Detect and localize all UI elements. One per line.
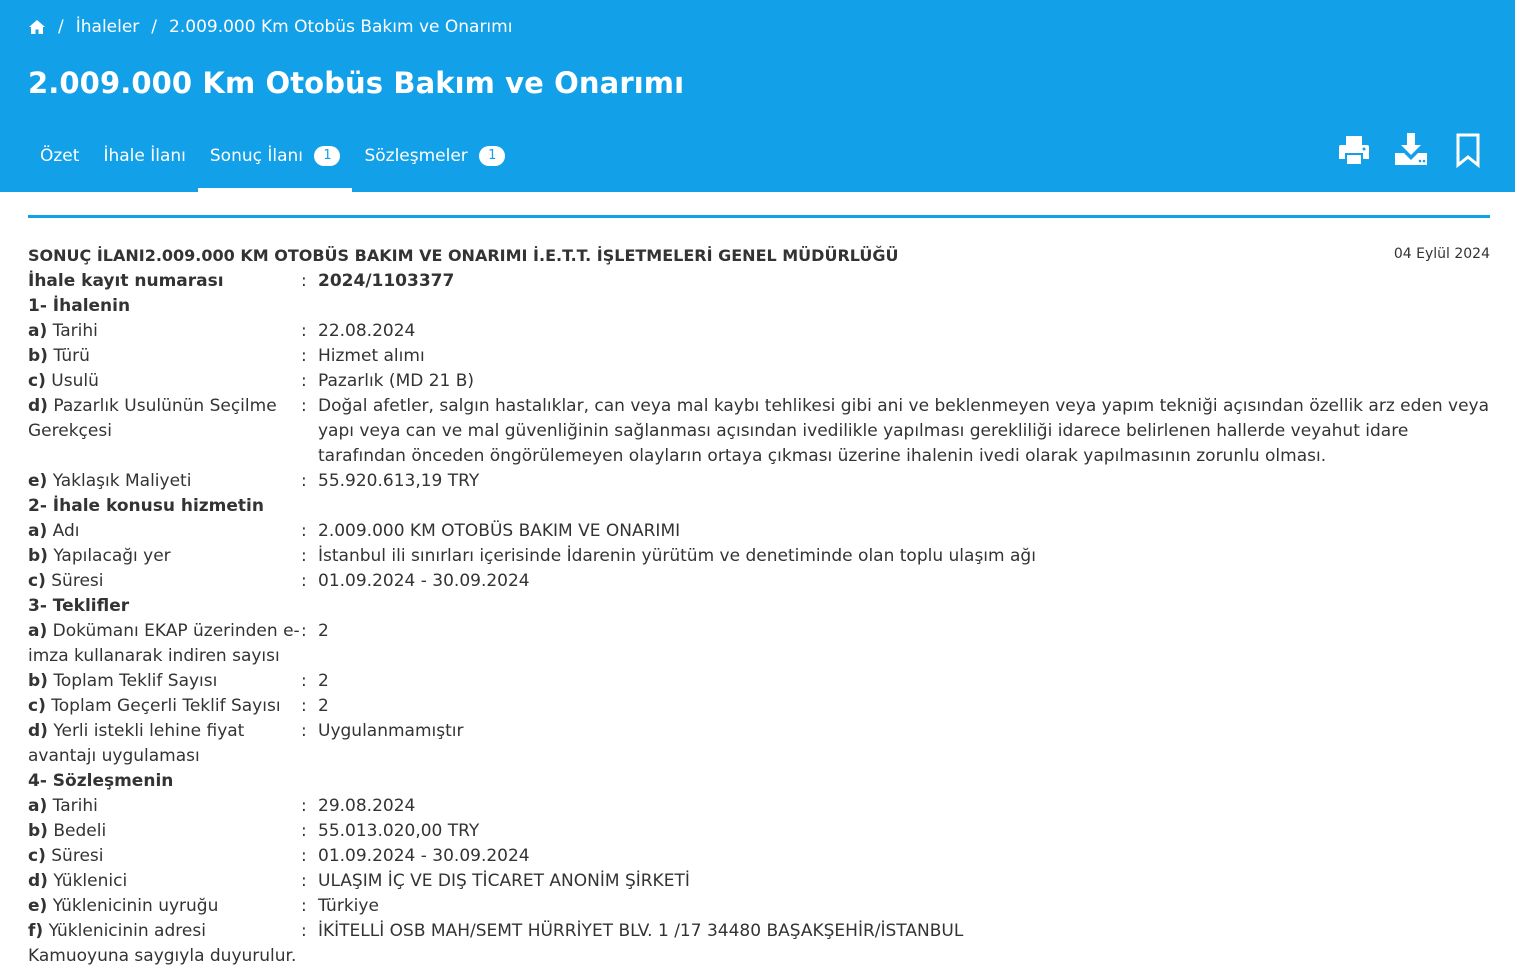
announcement-document: [28, 244, 1490, 969]
field-colon: :: [301, 271, 307, 291]
field-colon: :: [301, 896, 307, 916]
field-row: [28, 369, 1490, 394]
field-row: [28, 319, 1490, 344]
field-colon: :: [301, 471, 307, 491]
field-value: İstanbul ili sınırları içerisinde İdarenin yürütüm ve denetiminde olan toplu ulaşım ağı: [318, 546, 1036, 566]
field-row: [28, 619, 1490, 669]
field-colon: :: [301, 921, 307, 941]
registry-number: 2024/1103377: [318, 271, 455, 291]
field-value: 2.009.000 KM OTOBÜS BAKIM VE ONARIMI: [318, 521, 681, 541]
field-key: b): [28, 671, 48, 691]
field-key: c): [28, 371, 46, 391]
field-label: [28, 894, 301, 919]
field-colon: :: [301, 321, 307, 341]
tab-sonuc-ilani[interactable]: [198, 134, 353, 192]
field-value: 55.920.613,19 TRY: [318, 471, 480, 491]
field-value: 22.08.2024: [318, 321, 416, 341]
field-colon: :: [301, 671, 307, 691]
bookmark-icon: [1450, 132, 1486, 168]
breadcrumb-separator: /: [58, 17, 64, 37]
field-key: e): [28, 471, 48, 491]
field-label: [28, 869, 301, 894]
field-label: İhale kayıt numarası: [28, 271, 224, 291]
field-key: f): [28, 921, 44, 941]
count-badge: 1: [479, 146, 505, 166]
field-key: a): [28, 796, 48, 816]
field-label: [28, 394, 301, 469]
page-title: 2.009.000 Km Otobüs Bakım ve Onarımı: [28, 66, 685, 100]
field-key: d): [28, 396, 48, 416]
field-label-text: Pazarlık Usulünün Seçilme Gerekçesi: [28, 396, 277, 441]
field-value: 2: [318, 671, 329, 691]
field-label: [28, 469, 301, 494]
field-row: [28, 669, 1490, 694]
field-label: [28, 569, 301, 594]
field-label-text: Tarihi: [52, 796, 98, 816]
field-label: [28, 669, 301, 694]
field-label: [28, 369, 301, 394]
field-label-text: Türü: [53, 346, 90, 366]
field-colon: :: [301, 346, 307, 366]
tab-label: Sözleşmeler: [364, 146, 468, 166]
field-colon: :: [301, 821, 307, 841]
field-row: [28, 394, 1490, 469]
field-colon: :: [301, 871, 307, 891]
breadcrumb: [28, 17, 512, 37]
section-title: 3- Teklifler: [28, 596, 130, 616]
field-value: İKİTELLİ OSB MAH/SEMT HÜRRİYET BLV. 1 /17 34480 BAŞAKŞEHİR/İSTANBUL: [318, 921, 964, 941]
field-colon: :: [301, 546, 307, 566]
field-label-text: Tarihi: [52, 321, 98, 341]
field-value: 01.09.2024 - 30.09.2024: [318, 571, 530, 591]
field-label: [28, 694, 301, 719]
field-row: [28, 844, 1490, 869]
field-value: 29.08.2024: [318, 796, 416, 816]
field-label-text: Toplam Geçerli Teklif Sayısı: [51, 696, 281, 716]
field-key: a): [28, 521, 48, 541]
field-value: Hizmet alımı: [318, 346, 425, 366]
field-value: 2: [318, 696, 329, 716]
document-header: [28, 244, 1490, 269]
field-label: [28, 619, 301, 669]
field-colon: :: [301, 571, 307, 591]
field-colon: :: [301, 621, 307, 641]
breadcrumb-current: 2.009.000 Km Otobüs Bakım ve Onarımı: [169, 17, 513, 37]
field-key: a): [28, 621, 48, 641]
field-key: e): [28, 896, 48, 916]
field-row: [28, 519, 1490, 544]
field-value: Pazarlık (MD 21 B): [318, 371, 475, 391]
field-row: [28, 794, 1490, 819]
field-value: Uygulanmamıştır: [318, 721, 464, 741]
document-date: 04 Eylül 2024: [1393, 246, 1490, 262]
document-heading: SONUÇ İLANI2.009.000 KM OTOBÜS BAKIM VE ONARIMI İ.E.T.T. İŞLETMELERİ GENEL MÜDÜRLÜĞÜ: [28, 246, 899, 265]
field-row: [28, 344, 1490, 369]
field-label: [28, 344, 301, 369]
tab-ihale-ilani[interactable]: [91, 134, 197, 192]
field-label: [28, 819, 301, 844]
tab-label: Sonuç İlanı: [209, 146, 304, 166]
field-label-text: Adı: [52, 521, 80, 541]
field-row: [28, 719, 1490, 769]
field-label-text: Dokümanı EKAP üzerinden e-imza kullanarak indiren sayısı: [28, 621, 300, 666]
field-row: [28, 469, 1490, 494]
field-value: 55.013.020,00 TRY: [318, 821, 480, 841]
home-icon[interactable]: [28, 19, 46, 35]
action-toolbar: [1336, 132, 1507, 168]
field-label-text: Yapılacağı yer: [53, 546, 171, 566]
bookmark-button[interactable]: [1450, 132, 1486, 168]
field-label: [28, 844, 301, 869]
field-label-text: Bedeli: [53, 821, 107, 841]
field-label-text: Usulü: [51, 371, 99, 391]
section-title: 1- İhalenin: [28, 296, 131, 316]
field-key: c): [28, 571, 46, 591]
field-colon: :: [301, 696, 307, 716]
tab-label: İhale İlanı: [103, 146, 186, 166]
field-label-text: Süresi: [51, 846, 104, 866]
field-label: [28, 519, 301, 544]
field-label-text: Toplam Teklif Sayısı: [53, 671, 218, 691]
field-label-text: Yüklenici: [53, 871, 128, 891]
sections: [28, 294, 1490, 944]
field-row: [28, 694, 1490, 719]
field-value: ULAŞIM İÇ VE DIŞ TİCARET ANONİM ŞİRKETİ: [318, 871, 690, 891]
field-label: [28, 544, 301, 569]
field-key: d): [28, 721, 48, 741]
header-bar: [0, 0, 1515, 192]
tab-sozlesmeler[interactable]: [352, 134, 517, 192]
field-label-text: Süresi: [51, 571, 104, 591]
registry-number-row: [28, 269, 1490, 294]
field-value: 01.09.2024 - 30.09.2024: [318, 846, 530, 866]
field-row: [28, 869, 1490, 894]
field-colon: :: [301, 846, 307, 866]
download-icon: [1393, 132, 1429, 168]
field-value: Doğal afetler, salgın hastalıklar, can veya mal kaybı tehlikesi gibi ani ve beklenmeyen veya yapım tekniği açısından özellik arz eden veya yapı veya can ve mal güvenliğinin sağlanması açısından ivedilikle yapılması gerekliliği idarece belirlenen hallerde veyahut idare tarafından önceden öngörülemeyen olayların ortaya çıkması üzerine ihalenin ivedi olarak yapılmasının zorunlu olması.: [318, 396, 1490, 466]
field-label: [28, 794, 301, 819]
breadcrumb-link-ihaleler[interactable]: İhaleler: [75, 17, 140, 37]
field-key: a): [28, 321, 48, 341]
field-row: [28, 569, 1490, 594]
field-key: b): [28, 821, 48, 841]
tab-label: Özet: [40, 146, 80, 166]
field-row: [28, 544, 1490, 569]
closing-note: Kamuoyuna saygıyla duyurulur.: [28, 946, 297, 966]
print-icon: [1336, 132, 1372, 168]
field-colon: :: [301, 396, 307, 416]
divider: [28, 215, 1490, 218]
field-label: [28, 719, 301, 769]
field-value: Türkiye: [318, 896, 379, 916]
field-label-text: Yüklenicinin uyruğu: [52, 896, 219, 916]
section-title: 2- İhale konusu hizmetin: [28, 496, 264, 516]
field-key: c): [28, 696, 46, 716]
field-colon: :: [301, 521, 307, 541]
field-key: b): [28, 346, 48, 366]
field-key: b): [28, 546, 48, 566]
count-badge: 1: [314, 146, 340, 166]
field-colon: :: [301, 796, 307, 816]
field-key: c): [28, 846, 46, 866]
field-value: 2: [318, 621, 329, 641]
print-button[interactable]: [1336, 132, 1372, 168]
field-colon: :: [301, 371, 307, 391]
field-label-text: Yüklenicinin adresi: [48, 921, 206, 941]
breadcrumb-separator: /: [151, 17, 158, 37]
field-row: [28, 919, 1490, 944]
field-label-text: Yaklaşık Maliyeti: [52, 471, 192, 491]
download-button[interactable]: [1393, 132, 1429, 168]
field-row: [28, 894, 1490, 919]
field-key: d): [28, 871, 48, 891]
field-row: [28, 819, 1490, 844]
tab-ozet[interactable]: [28, 134, 91, 192]
field-label: [28, 319, 301, 344]
section-title: 4- Sözleşmenin: [28, 771, 174, 791]
tab-bar: [28, 134, 517, 192]
field-label: [28, 919, 301, 944]
field-colon: :: [301, 721, 307, 741]
field-label-text: Yerli istekli lehine fiyat avantajı uygulaması: [28, 721, 245, 766]
